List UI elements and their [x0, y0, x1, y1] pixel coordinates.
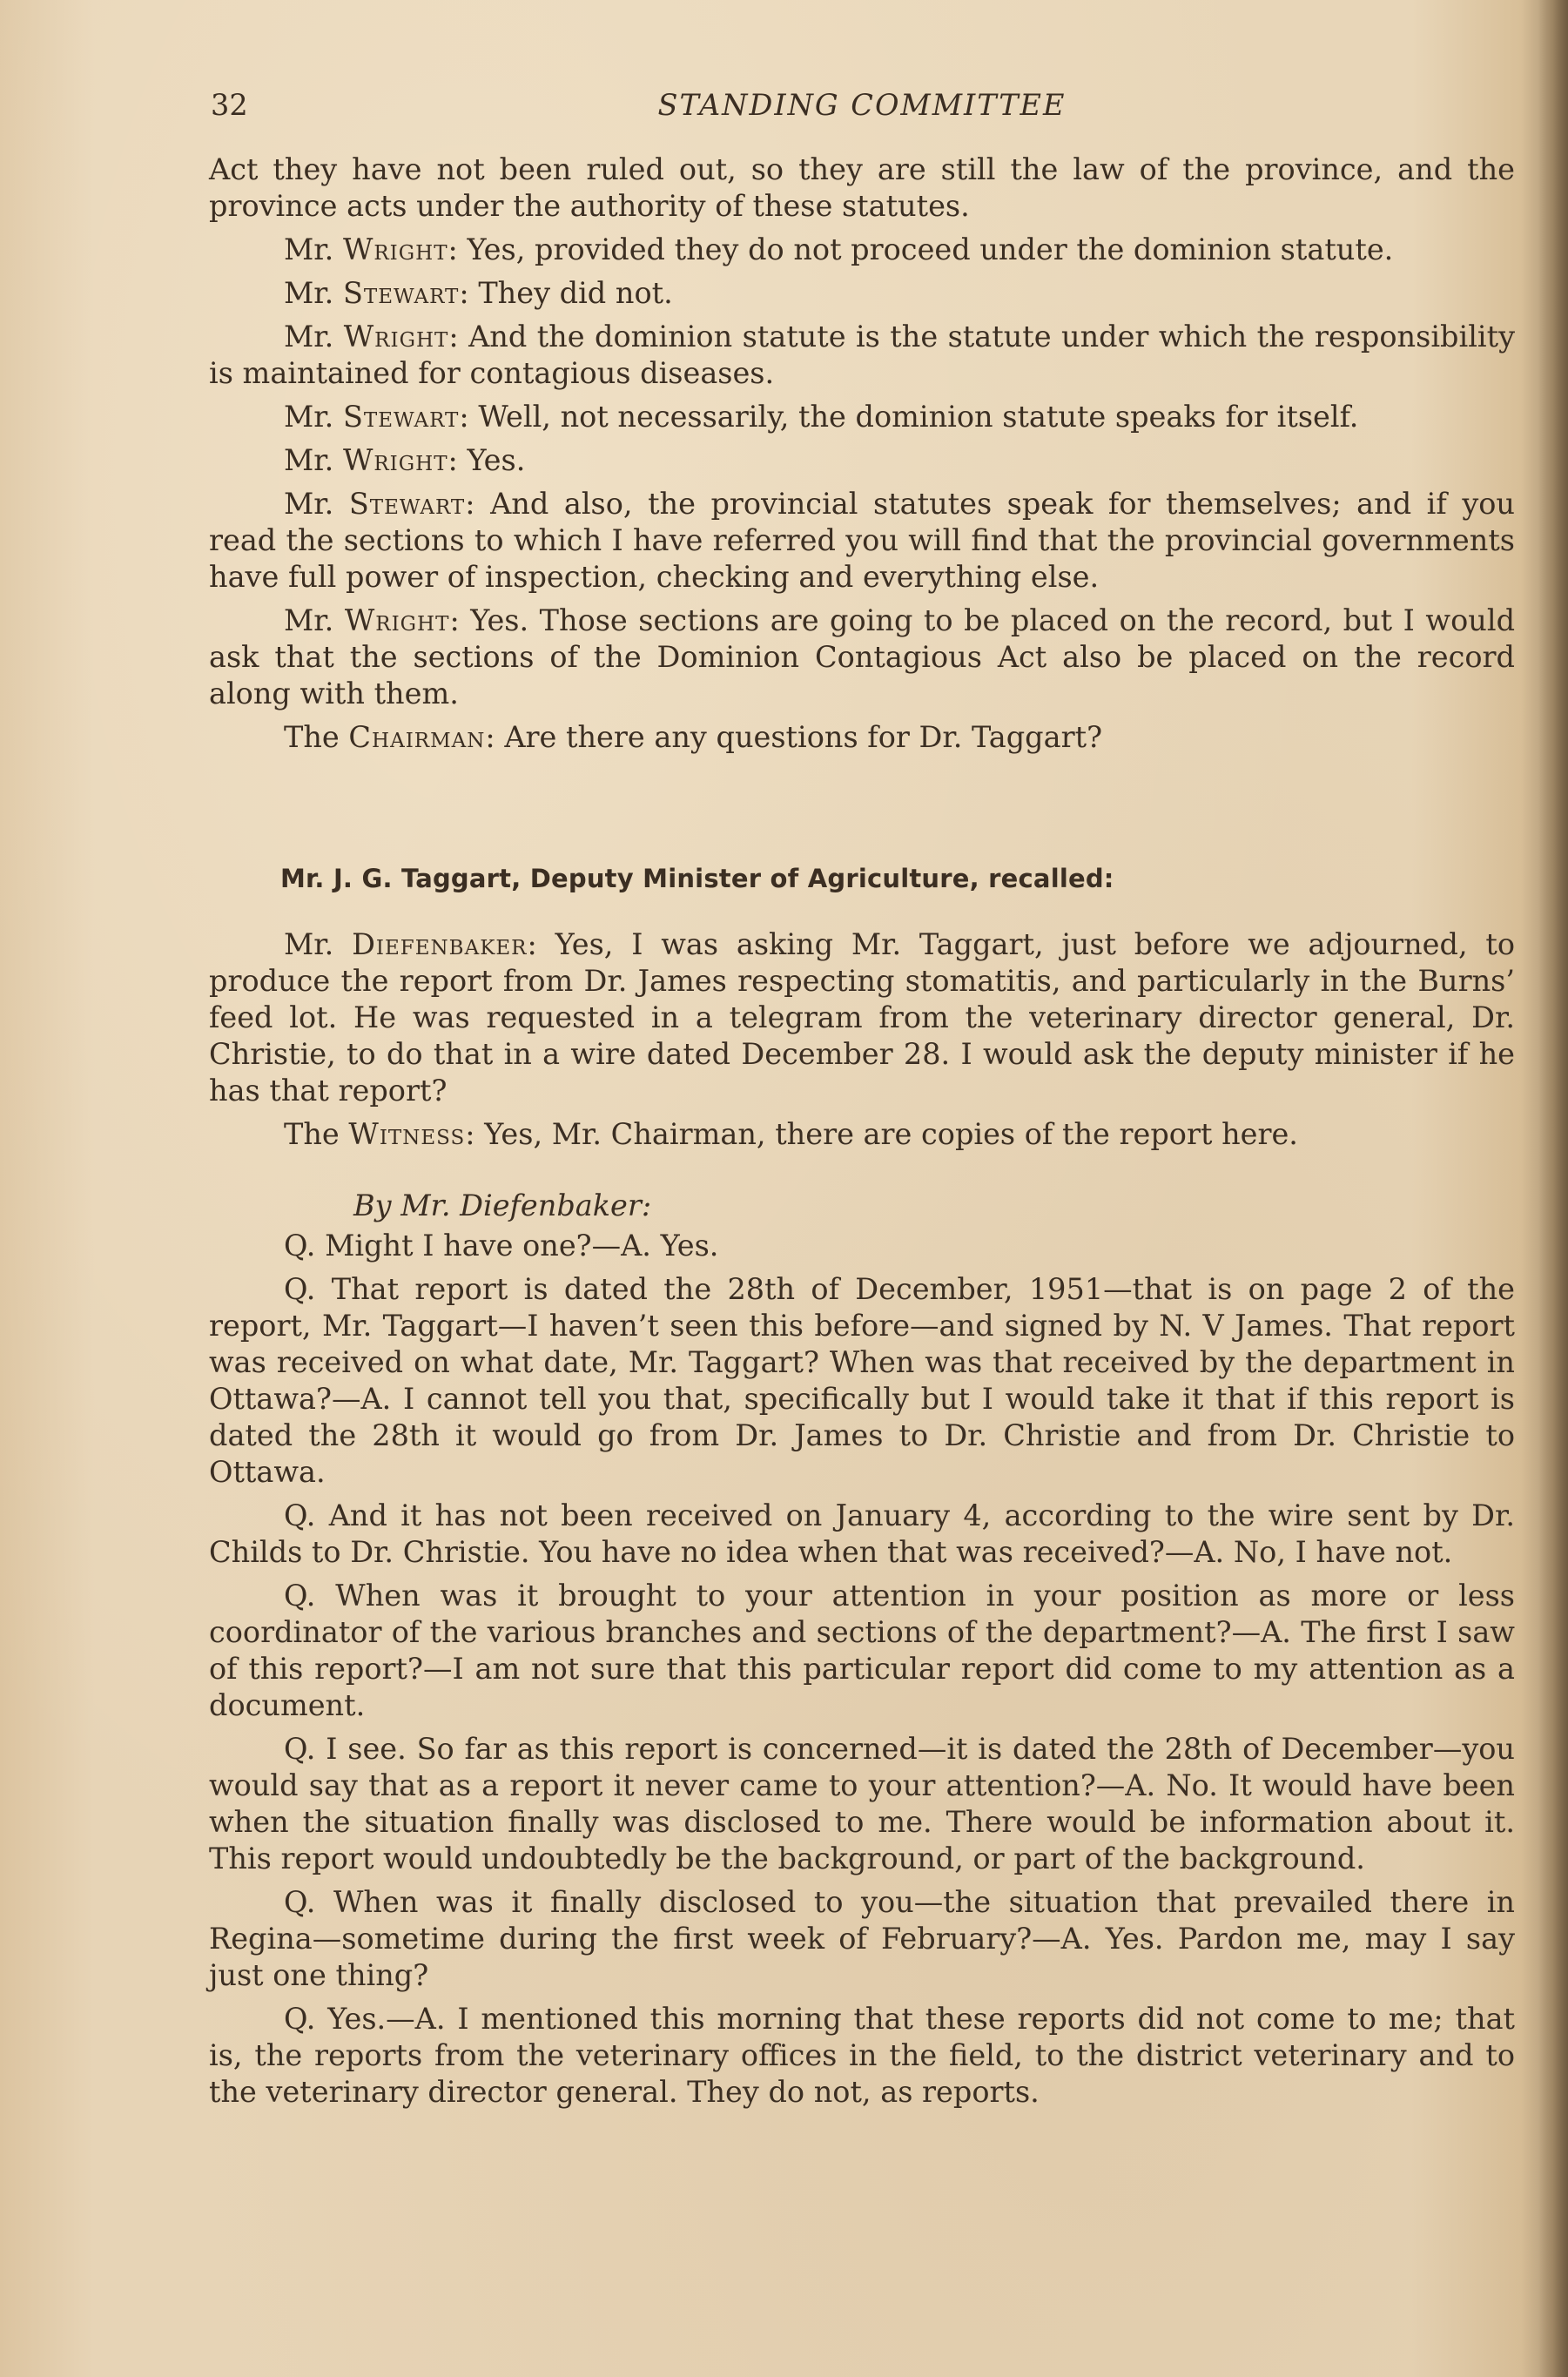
speech-text: : Well, not necessarily, the dominion statute speaks for itself. — [459, 400, 1359, 434]
document-page — [209, 87, 1515, 2118]
speech-text: : Yes. — [448, 443, 526, 477]
speech-text: : And the dominion statute is the statute under which the responsibility is maintained for contagious diseases. — [209, 320, 1516, 390]
running-title: STANDING COMMITTEE — [657, 88, 1067, 122]
speech-text: : Yes, provided they do not proceed under the dominion statute. — [448, 232, 1394, 266]
speaker-name: Witness — [348, 1117, 466, 1151]
speech-text: : Yes, I was asking Mr. Taggart, just before we adjourned, to produce the report from Dr. James respecting stomatitis, and particularly in the Burns’ feed lot. He was requested in a telegram from the veterinary director general, Dr. Christie, to do that in a wire dated December 28. I would ask the deputy minister if he has that report? — [209, 927, 1516, 1108]
speaker-name: Stewart — [348, 487, 466, 521]
speaker-name: Wright — [342, 443, 448, 477]
speaker-name: Wright — [343, 320, 449, 354]
speaker-name: Wright — [344, 603, 450, 637]
speaker-name: Chairman — [348, 720, 486, 754]
page-header — [209, 87, 1515, 139]
paragraph: Mr. Stewart: And also, the provincial statutes speak for themselves; and if you read the sections to which I have referred you will find that the provincial governments have full power of inspection, checking and everything else. — [209, 487, 1515, 594]
question-answer: Q. When was it brought to your attention in your position as more or less coordinator of the various branches and sections of the department?—A. The first I saw of this report?—I am not sure that this particular report did come to my attention as a document. — [209, 1579, 1515, 1722]
paragraph: Mr. Stewart: They did not. — [284, 276, 673, 310]
section-heading: Mr. J. G. Taggart, Deputy Minister of Agriculture, recalled: — [280, 864, 1114, 893]
paragraph: Mr. Stewart: Well, not necessarily, the dominion statute speaks for itself. — [284, 400, 1359, 434]
question-answer: Q. When was it finally disclosed to you—the situation that prevailed there in Regina—sometime during the first week of February?—A. Yes. Pardon me, may I say just one thing? — [209, 1885, 1515, 1992]
examiner-line: By Mr. Diefenbaker: — [353, 1188, 652, 1222]
question-answer: Q. Might I have one?—A. Yes. — [284, 1229, 719, 1263]
speech-text: : They did not. — [459, 276, 673, 310]
page-number: 32 — [211, 88, 248, 122]
page-edge-shadow — [1538, 0, 1568, 2377]
paragraph: Mr. Diefenbaker: Yes, I was asking Mr. Taggart, just before we adjourned, to produce the report from Dr. James respecting stomatitis, and particularly in the Burns’ feed lot. He was requested in a telegram from the veterinary director general, Dr. Christie, to do that in a wire dated December 28. I would ask the deputy minister if he has that report? — [209, 927, 1516, 1108]
paragraph: Mr. Wright: Yes. Those sections are going to be placed on the record, but I would ask that the sections of the Dominion Contagious Act also be placed on the record along with them. — [209, 603, 1516, 710]
question-answer: Q. And it has not been received on January 4, according to the wire sent by Dr. Childs to Dr. Christie. You have no idea when that was received?—A. No, I have not. — [209, 1498, 1515, 1569]
speaker-name: Stewart — [342, 276, 460, 310]
question-answer: Q. That report is dated the 28th of December, 1951—that is on page 2 of the report, Mr. Taggart—I haven’t seen this before—and signed by N. V James. That report was received on what date, Mr. Taggart? When was that received by the department in Ottawa?—A. I cannot tell you that, specifically but I would take it that if this report is dated the 28th it would go from Dr. James to Dr. Christie and from Dr. Christie to Ottawa. — [209, 1272, 1515, 1489]
speech-text: : Yes, Mr. Chairman, there are copies of the report here. — [465, 1117, 1298, 1151]
paragraph: The Witness: Yes, Mr. Chairman, there are copies of the report here. — [284, 1117, 1298, 1151]
question-answer: Q. I see. So far as this report is concerned—it is dated the 28th of December—you would say that as a report it never came to your attention?—A. No. It would have been when the situation finally was disclosed to me. There would be information about it. This report would undoubtedly be the background, or part of the background. — [209, 1732, 1515, 1875]
speaker-name: Stewart — [342, 400, 460, 434]
question-answer: Q. Yes.—A. I mentioned this morning that these reports did not come to me; that is, the reports from the veterinary offices in the field, to the district veterinary and to the veterinary director general. They do not, as reports. — [209, 2002, 1515, 2109]
paragraph: Mr. Wright: And the dominion statute is the statute under which the responsibility is maintained for contagious diseases. — [209, 320, 1516, 390]
speech-text: : Yes. Those sections are going to be placed on the record, but I would ask that the sections of the Dominion Contagious Act also be placed on the record along with them. — [209, 603, 1516, 710]
speaker-name: Diefenbaker — [352, 927, 528, 961]
speech-text: : Are there any questions for Dr. Taggart? — [485, 720, 1103, 754]
paragraph: Mr. Wright: Yes, provided they do not proceed under the dominion statute. — [284, 232, 1394, 266]
paragraph: Act they have not been ruled out, so they are still the law of the province, and the province acts under the authority of these statutes. — [209, 152, 1515, 223]
paragraph: The Chairman: Are there any questions for Dr. Taggart? — [284, 720, 1103, 754]
speech-text: : And also, the provincial statutes speak for themselves; and if you read the sections to which I have referred you will find that the provincial governments have full power of inspection, checking and everything else. — [209, 487, 1515, 594]
speaker-name: Wright — [342, 232, 448, 266]
paragraph: Mr. Wright: Yes. — [284, 443, 526, 477]
